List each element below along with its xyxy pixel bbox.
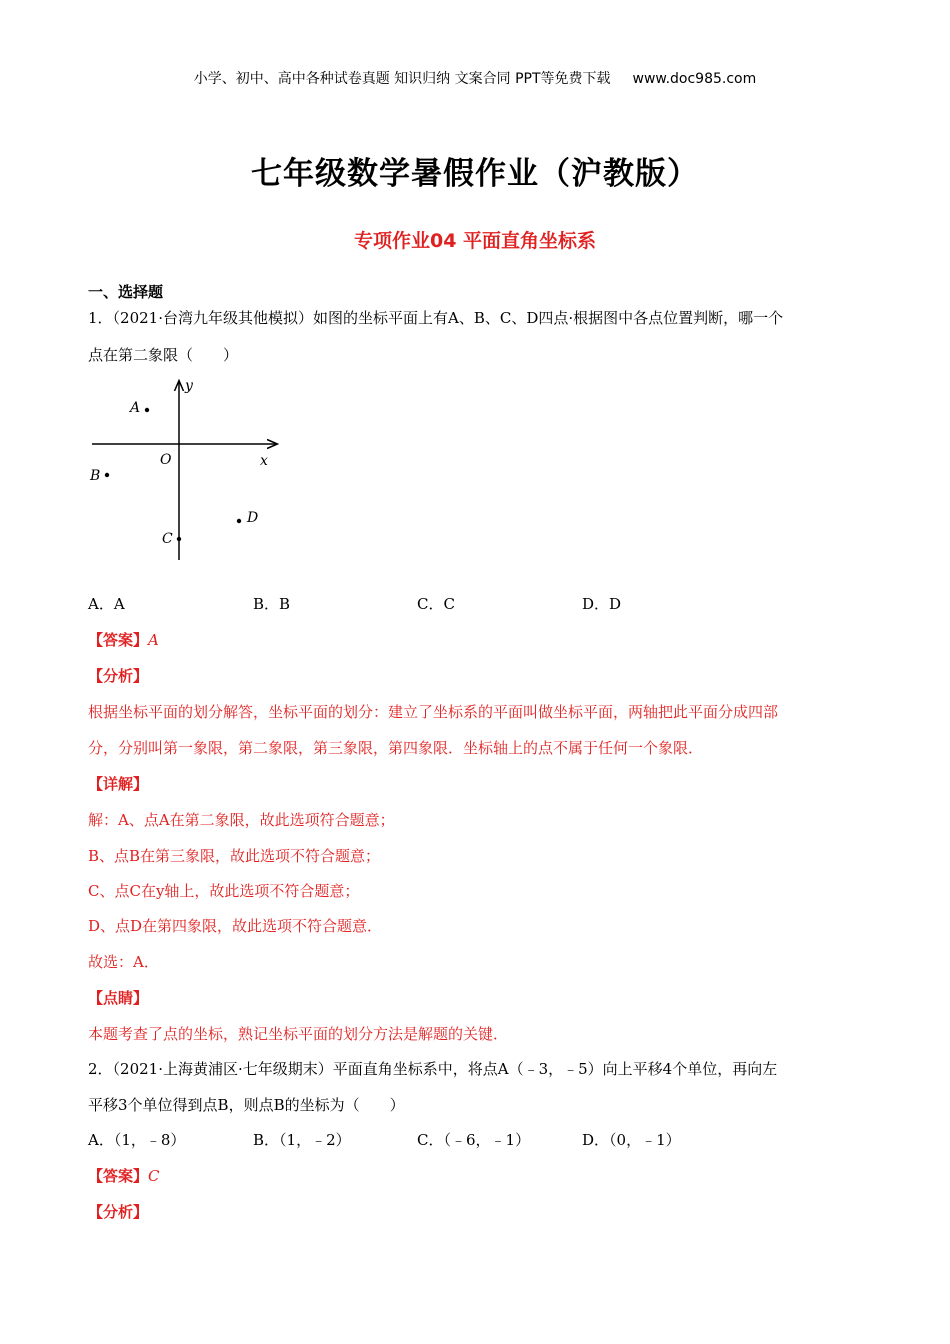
q1-coordinate-figure: [84, 372, 284, 564]
q2-answer: [88, 1165, 160, 1186]
y-axis-label: y: [185, 378, 193, 394]
point-a-label: A: [130, 400, 141, 416]
page-header: [0, 68, 950, 88]
answer-label: 【答案】: [88, 631, 149, 649]
point-d-label: D: [247, 510, 259, 526]
q1-comment-label: 【点睛】: [88, 989, 149, 1007]
point-b-label: B: [90, 468, 101, 484]
point-d: [237, 519, 241, 523]
q2-stem-line2: 平移3个单位得到点B，则点B的坐标为（ ）: [88, 1096, 405, 1114]
q1-analysis-label: 【分析】: [88, 667, 149, 685]
q1-option-a[interactable]: A．A: [88, 595, 125, 613]
q1-detail-line2: B、点B在第三象限，故此选项不符合题意；: [88, 847, 381, 865]
section-heading: 一、选择题: [88, 283, 164, 301]
answer-label: 【答案】: [88, 1167, 149, 1185]
q1-detail-line1: 解：A、点A在第二象限，故此选项符合题意；: [88, 811, 395, 829]
q1-detail-label: 【详解】: [88, 775, 149, 793]
q2-stem-line1: 2．（2021·上海黄浦区·七年级期末）平面直角坐标系中，将点A（﹣3，﹣5）向上平移4个单位，再向左: [88, 1060, 778, 1078]
point-b: [105, 473, 109, 477]
q1-option-c[interactable]: C．C: [417, 595, 455, 613]
point-c-label: C: [162, 531, 173, 547]
q1-stem-line1: 1．（2021·台湾九年级其他模拟）如图的坐标平面上有A、B、C、D四点·根据图中各点位置判断，哪一个: [88, 309, 784, 327]
page-title: 七年级数学暑假作业（沪教版）: [251, 156, 699, 192]
header-text: 小学、初中、高中各种试卷真题 知识归纳 文案合同 PPT等免费下载: [193, 71, 611, 87]
q2-option-a[interactable]: A．（1，﹣8）: [88, 1131, 186, 1149]
answer-value: A: [148, 631, 159, 649]
point-c: [177, 537, 181, 541]
q1-analysis-line1: 根据坐标平面的划分解答，坐标平面的划分：建立了坐标系的平面叫做坐标平面，两轴把此平面分成四部: [88, 703, 779, 721]
q1-option-b[interactable]: B．B: [253, 595, 291, 613]
x-axis-label: x: [260, 453, 268, 469]
q1-option-d[interactable]: D．D: [582, 595, 622, 613]
header-url[interactable]: www.doc985.com: [632, 71, 757, 87]
q2-option-c[interactable]: C．（﹣6，﹣1）: [417, 1131, 531, 1149]
page-subtitle: 专项作业04 平面直角坐标系: [353, 230, 597, 252]
answer-value: C: [148, 1167, 160, 1185]
q1-answer: [88, 629, 159, 650]
q1-detail-line3: C、点C在y轴上，故此选项不符合题意；: [88, 882, 360, 900]
q2-analysis-label: 【分析】: [88, 1203, 149, 1221]
q1-stem-line2: 点在第二象限（ ）: [88, 346, 239, 364]
q1-analysis-line2: 分，分别叫第一象限，第二象限，第三象限，第四象限．坐标轴上的点不属于任何一个象限．: [88, 739, 704, 757]
q1-detail-line4: D、点D在第四象限，故此选项不符合题意．: [88, 917, 383, 935]
q1-comment: 本题考查了点的坐标，熟记坐标平面的划分方法是解题的关键．: [88, 1025, 509, 1043]
q2-option-b[interactable]: B．（1，﹣2）: [253, 1131, 351, 1149]
q2-option-d[interactable]: D．（0，﹣1）: [582, 1131, 681, 1149]
origin-label: O: [160, 452, 172, 468]
q1-detail-line5: 故选：A．: [88, 953, 159, 971]
point-a: [145, 408, 149, 412]
